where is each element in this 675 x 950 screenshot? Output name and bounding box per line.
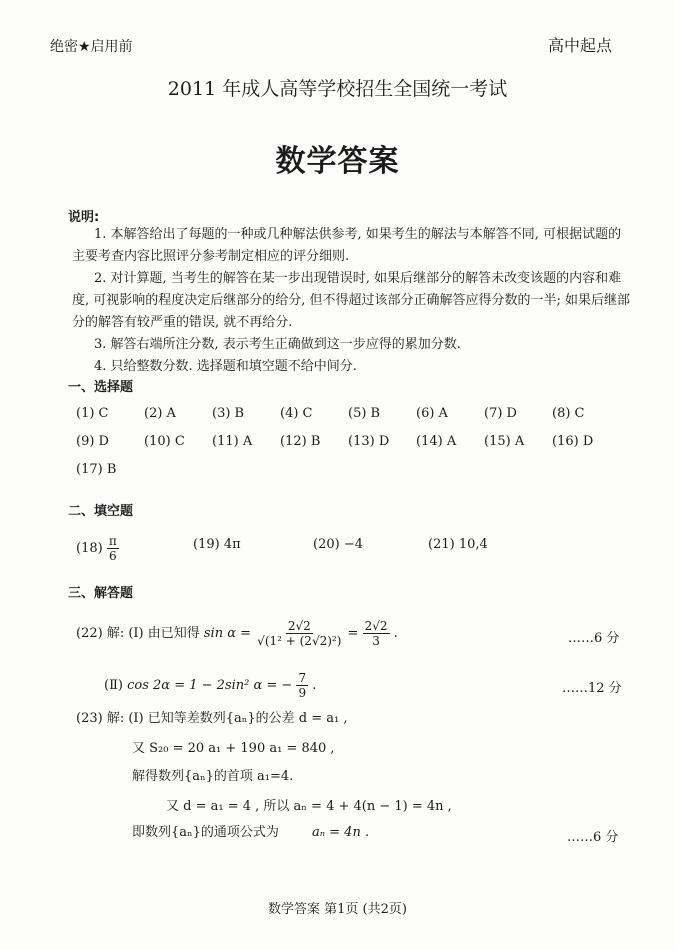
choice-answer: (14) A	[416, 434, 457, 449]
page-footer: 数学答案 第1页 (共2页)	[268, 902, 407, 917]
section-choice-heading: 一、选择题	[68, 380, 134, 395]
exam-title: 2011 年成人高等学校招生全国统一考试	[167, 78, 508, 100]
confidential-mark: 绝密★启用前	[50, 39, 133, 55]
choice-answer: (7) D	[484, 406, 517, 421]
choice-answer: (2) A	[144, 406, 176, 421]
q22-fraction-2	[363, 619, 390, 648]
q22-num-3: 7	[298, 671, 307, 685]
q22-score-2: ……12 分	[562, 681, 622, 696]
q23-score: ……6 分	[567, 830, 619, 845]
note-3-text: 3. 解答右端所注分数, 表示考生正确做到这一步应得的累加分数.	[94, 337, 461, 352]
section-fill-heading: 二、填空题	[68, 504, 134, 519]
note-1-text: 1. 本解答给出了每题的一种或几种解法供参考, 如果考生的解法与本解答不同, 可根据试题的主要考查内容比照评分参考制定相应的评分细则.	[72, 227, 622, 264]
choice-answer: (5) B	[348, 406, 381, 421]
q23-line-4: 又 d = a₁ = 4 , 所以 aₙ = 4 + 4(n − 1) = 4n ,	[166, 799, 452, 814]
fill-q18-label: (18)	[76, 541, 103, 556]
choice-answer: (9) D	[76, 434, 109, 449]
note-2-text: 2. 对计算题, 当考生的解答在某一步出现错误时, 如果后继部分的解答未改变该题的内容和难度, 可视影响的程度决定后继部分的给分, 但不得超过该部分正确解答应得分数的一半; 如果后继部分的解答有较严重的错误, 就不再给分.	[72, 271, 631, 330]
q22-score-1: ……6 分	[568, 631, 620, 646]
q22-equals: =	[347, 626, 359, 641]
q22-den-1: √(1² + (2√2)²)	[257, 634, 342, 648]
section-solve-heading: 三、解答题	[68, 586, 134, 601]
fill-q18-den: 6	[108, 549, 117, 563]
fill-q19: (19) 4π	[193, 537, 241, 552]
q23-line-1: (23) 解: (Ⅰ) 已知等差数列{aₙ}的公差 d = a₁ ,	[76, 711, 348, 726]
q22-cos: cos 2α = 1 − 2sin² α = −	[127, 678, 293, 693]
notes-block	[72, 224, 632, 378]
fill-q21: (21) 10,4	[428, 537, 488, 552]
q22-num-1: 2√2	[287, 619, 311, 633]
q22-sin: sin α =	[203, 626, 252, 641]
choice-answer: (12) B	[280, 434, 321, 449]
choice-answer: (10) C	[144, 434, 185, 449]
level-label: 高中起点	[548, 36, 613, 55]
q23-line-2: 又 S₂₀ = 20 a₁ + 190 a₁ = 840 ,	[132, 741, 335, 756]
q22-num-2: 2√2	[364, 619, 388, 633]
q23-line-3: 解得数列{aₙ}的首项 a₁=4.	[132, 769, 294, 784]
choice-answer: (11) A	[212, 434, 253, 449]
q23-line-5: 即数列{aₙ}的通项公式为	[132, 825, 279, 840]
choice-answer: (6) A	[416, 406, 448, 421]
q22-den-2: 3	[372, 634, 380, 648]
q22-label: (22) 解: (Ⅰ) 由已知得	[76, 626, 200, 641]
note-4-text: 4. 只给整数分数. 选择题和填空题不给中间分.	[94, 359, 357, 374]
note-3	[72, 334, 632, 356]
choice-answer: (8) C	[552, 406, 585, 421]
choice-answer: (13) D	[348, 434, 390, 449]
choice-answer: (17) B	[76, 462, 117, 477]
choice-answer: (16) D	[552, 434, 594, 449]
q22-fraction-3	[296, 671, 308, 700]
choice-answer: (3) B	[212, 406, 245, 421]
choice-answer: (15) A	[484, 434, 525, 449]
q22-fraction-1	[255, 619, 343, 648]
q23-formula: aₙ = 4n .	[312, 825, 370, 840]
note-4	[72, 356, 632, 378]
fill-q20: (20) −4	[313, 537, 363, 552]
fill-q18-num: π	[108, 534, 117, 548]
choice-answer: (1) C	[76, 406, 109, 421]
notes-heading: 说明:	[68, 210, 100, 225]
note-1	[72, 224, 632, 268]
q22-part2: (Ⅱ) cos 2α = 1 − 2sin² α = − $\frac{7}{9}$ .	[104, 671, 317, 700]
fill-q18-fraction	[107, 534, 119, 563]
q22-part2-label: (Ⅱ)	[104, 678, 123, 693]
answer-title: 数学答案	[275, 144, 400, 179]
q22-den-3: 9	[298, 686, 307, 700]
note-2	[72, 268, 632, 334]
choice-answers	[76, 400, 636, 484]
q22-part1: (22) 解: (Ⅰ) 由已知得 sin α = $\frac{2√2}{\text{√(1² + (2√2)²)}}$ = $\frac{2√2}{3}$ .	[76, 619, 398, 648]
choice-answer: (4) C	[280, 406, 313, 421]
